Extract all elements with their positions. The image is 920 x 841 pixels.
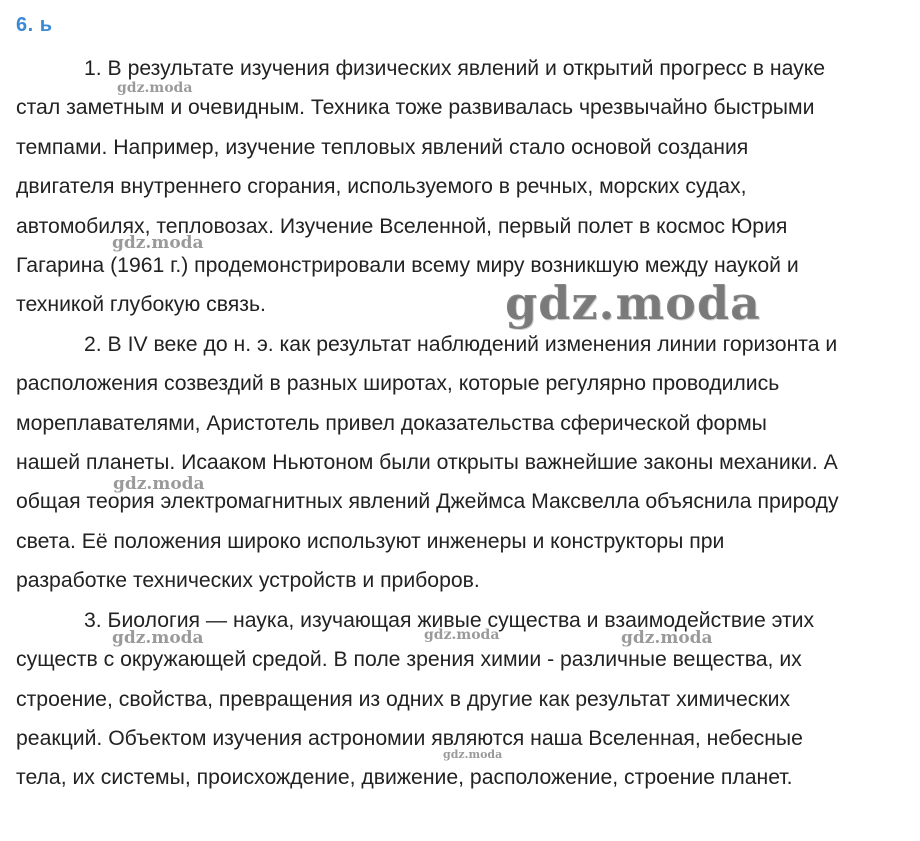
text-line: нашей планеты. Исааком Ньютоном были открыты важнейшие законы механики. А (16, 451, 838, 475)
answer-text (16, 49, 911, 798)
watermark: gdz.moda (621, 628, 713, 648)
text-line: 3. Биология — наука, изучающая живые существа и взаимодействие этих (84, 608, 815, 632)
paragraph-3 (16, 601, 911, 798)
text-line: стал заметным и очевидным. Техника тоже развивалась чрезвычайно быстрыми (16, 96, 815, 120)
section-number: 6. ь (16, 14, 53, 36)
watermark: gdz.moda (443, 748, 503, 761)
watermark: gdz.moda (113, 474, 205, 494)
text-line: реакций. Объектом изучения астрономии являются наша Вселенная, небесные (16, 726, 803, 750)
watermark: gdz.moda (505, 276, 761, 330)
text-line: света. Её положения широко используют инженеры и конструкторы при (16, 529, 725, 553)
watermark: gdz.moda (112, 233, 204, 253)
watermark: gdz.moda (117, 80, 193, 96)
text-line: существ с окружающей средой. В поле зрения химии - различные вещества, их (16, 648, 802, 672)
text-line: Гагарина (1961 г.) продемонстрировали всему миру возникшую между наукой и (16, 254, 799, 278)
text-line: мореплавателями, Аристотель привел доказательства сферической формы (16, 411, 767, 435)
text-line: темпами. Например, изучение тепловых явлений стало основой создания (16, 135, 749, 159)
text-line: общая теория электромагнитных явлений Джеймса Максвелла объяснила природу (16, 490, 839, 514)
text-line: автомобилях, тепловозах. Изучение Вселенной, первый полет в космос Юрия (16, 214, 788, 238)
watermark: gdz.moda (112, 628, 204, 648)
watermark: gdz.moda (424, 627, 500, 643)
text-line: расположения созвездий в разных широтах, которые регулярно проводились (16, 372, 780, 396)
text-line: тела, их системы, происхождение, движение, расположение, строение планет. (16, 766, 793, 790)
paragraph-1 (16, 49, 911, 325)
text-line: 1. В результате изучения физических явлений и открытий прогресс в науке (84, 57, 826, 80)
text-line: разработке технических устройств и приборов. (16, 569, 480, 593)
text-line: двигателя внутреннего сгорания, используемого в речных, морских судах, (16, 175, 747, 199)
paragraph-2 (16, 325, 911, 601)
text-line: 2. В IV веке до н. э. как результат наблюдений изменения линии горизонта и (84, 332, 838, 356)
text-line: строение, свойства, превращения из одних в другие как результат химических (16, 687, 791, 711)
text-line: техникой глубокую связь. (16, 293, 266, 317)
